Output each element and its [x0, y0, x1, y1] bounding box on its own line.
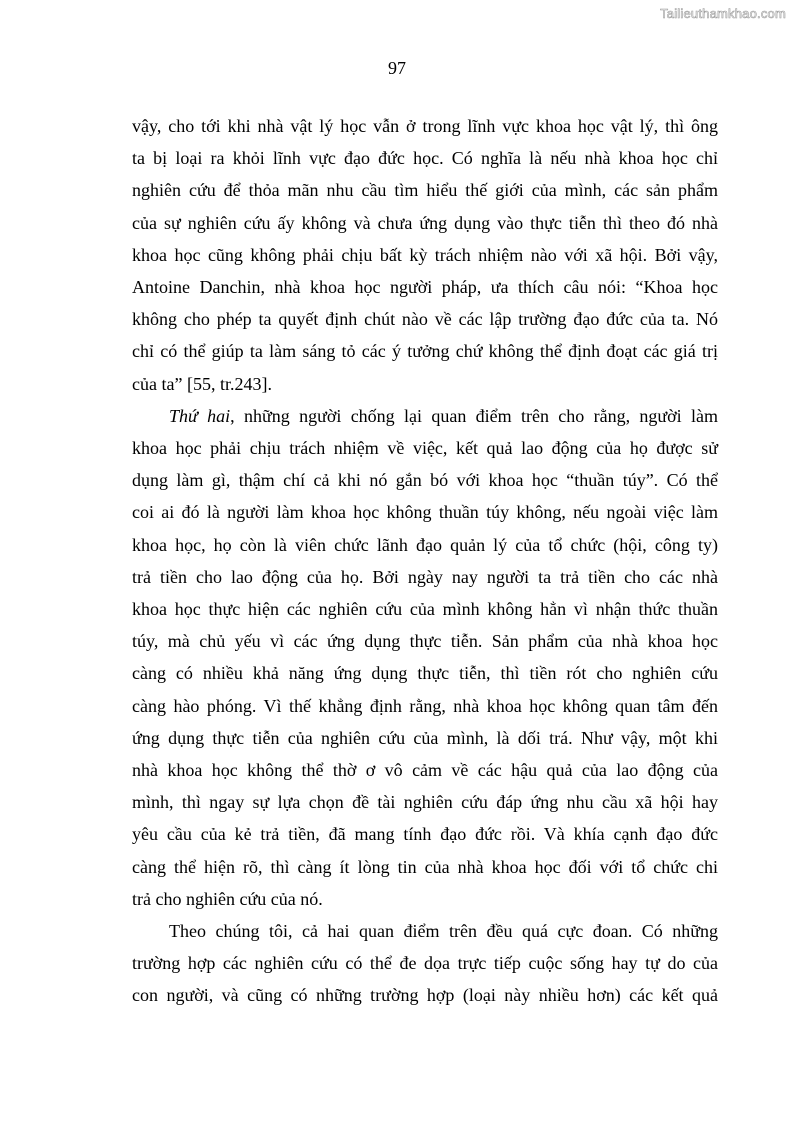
- italic-lead: Thứ hai: [169, 405, 231, 426]
- text-line: nhà khoa học không thể thờ ơ vô cảm về các hậu quả của lao động của: [132, 760, 718, 781]
- text-line: [132, 400, 718, 432]
- text-line: vậy, cho tới khi nhà vật lý học vẫn ở trong lĩnh vực khoa học vật lý, thì ông: [132, 116, 718, 136]
- text-line: ứng dụng thực tiễn của nghiên cứu của mình, là dối trá. Như vậy, một khi: [132, 727, 718, 748]
- text-line: túy, mà chủ yếu vì các ứng dụng thực tiễn. Sản phẩm của nhà khoa học: [132, 631, 718, 652]
- paragraph-2: [132, 400, 718, 915]
- text-line: khoa học, họ còn là viên chức lãnh đạo quản lý của tổ chức (hội, công ty): [132, 534, 718, 555]
- text-line: mình, thì ngay sự lựa chọn đề tài nghiên cứu đáp ứng nhu cầu xã hội hay: [132, 792, 718, 813]
- paragraph-3: [132, 915, 718, 1012]
- text-line: càng thể hiện rõ, thì càng ít lòng tin của nhà khoa học đối với tổ chức chi: [132, 856, 718, 877]
- paragraph-1: [132, 110, 718, 400]
- text-line: yêu cầu của kẻ trả tiền, đã mang tính đạo đức rồi. Và khía cạnh đạo đức: [132, 824, 718, 845]
- text-line: dụng làm gì, thậm chí cả khi nó gắn bó với khoa học “thuần túy”. Có thể: [132, 470, 718, 491]
- text-line: của sự nghiên cứu ấy không và chưa ứng dụng vào thực tiễn thì theo đó nhà: [132, 212, 718, 233]
- text-line: nghiên cứu để thỏa mãn nhu cầu tìm hiểu thế giới của mình, các sản phẩm: [132, 180, 718, 201]
- text-line: trường hợp các nghiên cứu có thể đe dọa trực tiếp cuộc sống hay tự do của: [132, 953, 718, 974]
- text-line: con người, và cũng có những trường hợp (loại này nhiều hơn) các kết quả: [132, 985, 718, 1006]
- text-line: trả cho nghiên cứu của nó.: [132, 888, 323, 909]
- text-line: trả tiền cho lao động của họ. Bởi ngày nay người ta trả tiền cho các nhà: [132, 566, 718, 587]
- text-line: của ta” [55, tr.243].: [132, 373, 272, 394]
- text-line: càng hào phóng. Vì thế khẳng định rằng, nhà khoa học không quan tâm đến: [132, 695, 718, 716]
- text-line: chỉ có thể giúp ta làm sáng tỏ các ý tưởng chứ không thể định đoạt các giá trị: [132, 341, 718, 362]
- body-text: [132, 110, 718, 1012]
- text-line: Antoine Danchin, nhà khoa học người pháp, ưa thích câu nói: “Khoa học: [132, 277, 718, 298]
- text-line: khoa học phải chịu trách nhiệm về việc, kết quả lao động của họ được sử: [132, 438, 718, 459]
- text-line: khoa học thực hiện các nghiên cứu của mình không hẳn vì nhận thức thuần: [132, 599, 718, 620]
- text-line: càng có nhiều khả năng ứng dụng thực tiễn, thì tiền rót cho nghiên cứu: [132, 663, 718, 684]
- text-line: khoa học cũng không phải chịu bất kỳ trách nhiệm nào với xã hội. Bởi vậy,: [132, 244, 718, 265]
- text-line: không cho phép ta quyết định chút nào về các lập trường đạo đức của ta. Nó: [132, 309, 718, 330]
- text-line: Theo chúng tôi, cả hai quan điểm trên đều quá cực đoan. Có những: [169, 921, 718, 942]
- text-line: ta bị loại ra khỏi lĩnh vực đạo đức học. Có nghĩa là nếu nhà khoa học chỉ: [132, 148, 718, 169]
- text-line-rest: , những người chống lại quan điểm trên cho rằng, người làm: [230, 405, 718, 426]
- text-line: coi ai đó là người làm khoa học không thuần túy không, nếu ngoài việc làm: [132, 502, 718, 523]
- watermark-text: Tailieuthamkhao.com: [660, 6, 786, 21]
- page-number: 97: [388, 58, 406, 78]
